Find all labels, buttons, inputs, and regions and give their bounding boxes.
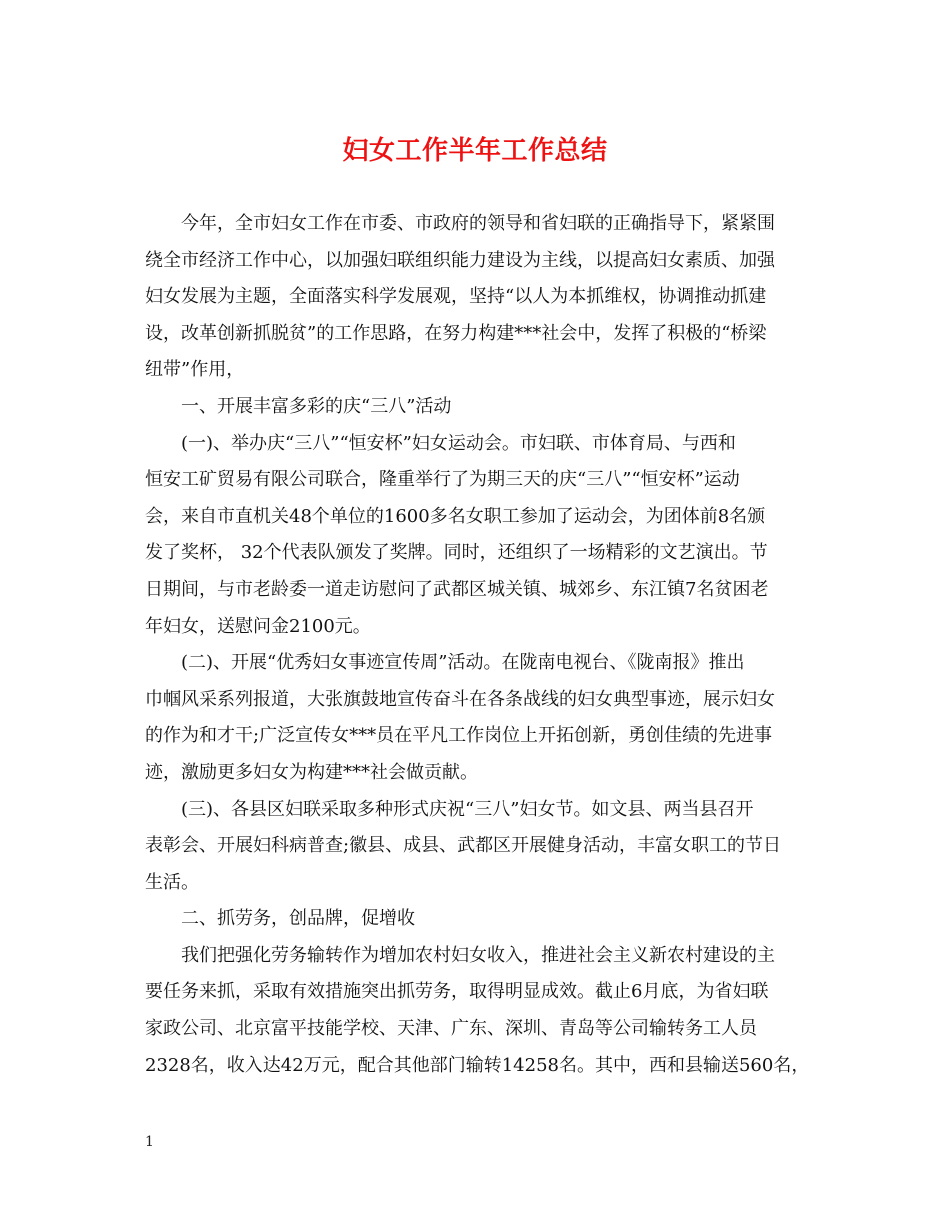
document-title: 妇女工作半年工作总结 [342,136,608,166]
section-heading-2 [145,901,815,938]
text-line: 妇女发展为主题，全面落实科学发展观，坚持“以人为本抓维权，协调推动抓建 [145,286,767,308]
text-line: 年妇女，送慰问金2100元。 [145,615,371,637]
text-line: 发了奖杯， 32个代表队颁发了奖牌。同时，还组织了一场精彩的文艺演出。节 [145,542,768,564]
text-line: 设，改革创新抓脱贫”的工作思路，在努力构建***社会中，发挥了积极的“桥梁 [145,322,767,344]
paragraph-item-3 [145,792,815,902]
text-line: 巾帼风采系列报道，大张旗鼓地宣传奋斗在各条战线的妇女典型事迹，展示妇女 [145,688,775,710]
paragraph-labor [145,938,815,1084]
text-line: 今年，全市妇女工作在市委、市政府的领导和省妇联的正确指导下，紧紧围 [181,213,775,234]
text-line: (二)、开展“优秀妇女事迹宣传周”活动。在陇南电视台、《陇南报》推出 [181,652,745,674]
text-line: 二、抓劳务，创品牌，促增收 [181,908,415,930]
paragraph-intro [145,206,815,389]
text-line: (一)、举办庆“三八”“恒安杯”妇女运动会。市妇联、市体育局、与西和 [181,432,736,454]
text-line: 会，来自市直机关48个单位的1600多名女职工参加了运动会，为团体前8名颁 [145,505,766,527]
text-line: 生活。 [145,871,199,893]
page-number: 1 [145,1134,154,1150]
section-heading-1 [145,389,815,426]
paragraph-item-1 [145,426,815,646]
text-line: 迹，激励更多妇女为构建***社会做贡献。 [145,761,478,783]
document-body [145,206,815,1084]
text-line: 要任务来抓，采取有效措施突出抓劳务，取得明显成效。截止6月底，为省妇联 [145,981,769,1003]
text-line: 日期间，与市老龄委一道走访慰问了武都区城关镇、城郊乡、东江镇7名贫困老 [145,578,769,600]
text-line: 表彰会、开展妇科病普查;徽县、成县、武都区开展健身活动，丰富女职工的节日 [145,835,782,857]
text-line: 一、开展丰富多彩的庆“三八”活动 [181,395,452,417]
text-line: 2328名，收入达42万元，配合其他部门输转14258名。其中，西和县输送560名， [145,1054,810,1076]
text-line: 的作为和才干;广泛宣传女***员在平凡工作岗位上开拓创新，勇创佳绩的先进事 [145,725,773,747]
text-line: 绕全市经济工作中心，以加强妇联组织能力建设为主线，以提高妇女素质、加强 [145,249,775,271]
paragraph-item-2 [145,645,815,791]
text-line: 我们把强化劳务输转作为增加农村妇女收入，推进社会主义新农村建设的主 [181,944,775,966]
text-line: 家政公司、北京富平技能学校、天津、广东、深圳、青岛等公司输转务工人员 [145,1018,757,1040]
text-line: 恒安工矿贸易有限公司联合，隆重举行了为期三天的庆“三八”“恒安杯”运动 [145,469,740,491]
text-line: (三)、各县区妇联采取多种形式庆祝“三八”妇女节。如文县、两当县召开 [181,798,754,820]
text-line: 纽带”作用， [145,359,245,381]
